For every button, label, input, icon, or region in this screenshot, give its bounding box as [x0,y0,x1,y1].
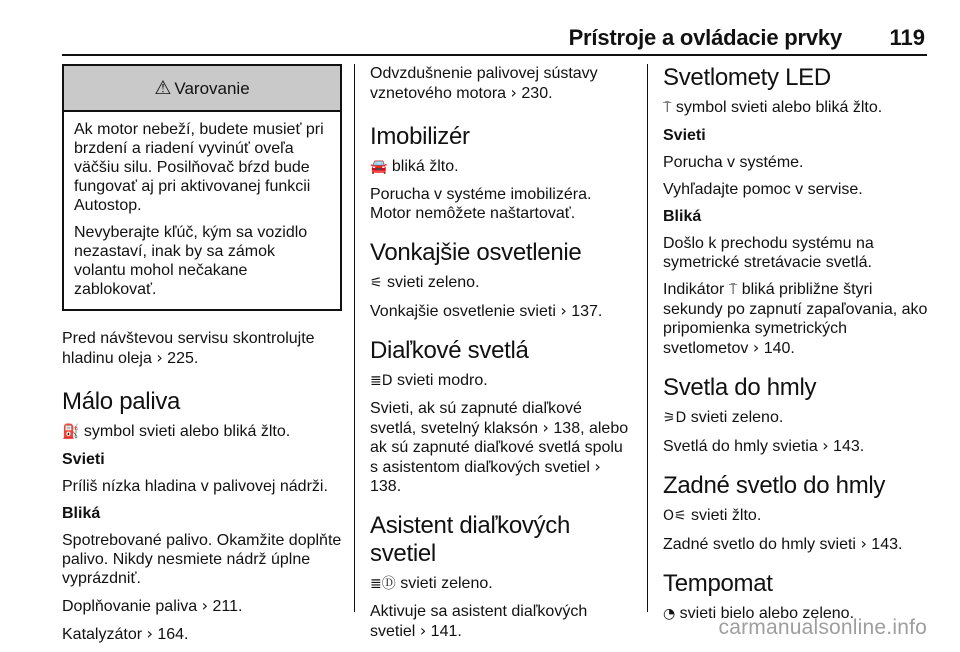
front-fog-icon: ⚞D [663,410,687,426]
rear-fog-icon: O⚟ [663,508,687,524]
warning-header [64,66,340,112]
column-3 [663,64,929,632]
page-ref-icon: › [542,418,549,437]
high-beam-heading: Diaľkové svetlá [370,337,529,364]
high-beam-text: svieti modro. [396,372,488,389]
fog-light-desc [663,436,929,456]
led-heading: Svetlomety LED [663,64,831,91]
page-ref-icon: › [419,621,427,640]
page-ref-icon: › [156,348,163,367]
cruise-text: svieti bielo alebo zeleno. [679,605,855,622]
low-fuel-text: symbol svieti alebo bliká žlto. [83,423,291,440]
column-2 [370,64,632,649]
header-rule [62,54,927,56]
page-ref-icon: › [594,457,601,476]
led-blika-heading: Bliká [663,208,702,225]
page-ref-icon: › [860,534,867,553]
high-beam-assist-icon: ≣Ⓓ [370,576,396,592]
fog-light-page-ref[interactable]: 143. [833,438,865,455]
warning-icon: ⚠ [154,77,172,99]
immobilizer-text: bliká žlto. [391,158,459,175]
service-text: Pred návštevou servisu skontrolujte hladinu oleja [62,330,315,367]
high-beam-line [370,371,632,391]
led-svieti-text-2: Vyhľadajte pomoc v servise. [663,181,863,198]
rear-fog-line [663,506,929,526]
side-light-icon: ⚟ [370,275,383,291]
led-text: symbol svieti alebo bliká žlto. [675,99,883,116]
bleed-text: Odvzdušnenie palivovej sústavy vznetového motora [370,65,598,102]
page-header [0,0,960,56]
page-ref-icon: › [560,301,567,320]
bleed-paragraph [370,64,632,103]
warning-paragraph-1: Ak motor nebeží, budete musieť pri brzdení a riadení vyvinúť oveľa väčšiu silu. Posilňovač bŕzd bude fungovať aj pri aktivovanej funkcii Autostop. [74,121,324,214]
page-number: 119 [889,25,925,50]
led-svieti-text-1: Porucha v systéme. [663,154,804,171]
rear-fog-desc-text: Zadné svetlo do hmly svieti [663,536,856,553]
high-beam-assist-text: svieti zeleno. [400,575,493,592]
column-divider-2 [647,64,648,612]
low-fuel-line [62,422,342,442]
high-beam-icon: ≣D [370,373,393,389]
warning-body [64,112,340,309]
immobilizer-fault: Porucha v systéme imobilizéra. Motor nemôžete naštartovať. [370,186,592,222]
fog-light-text: svieti zeleno. [690,409,784,426]
high-beam-page-ref[interactable]: 138. [370,478,402,495]
high-beam-assist-page-ref[interactable]: 141. [430,623,462,640]
rear-fog-desc [663,534,929,554]
rear-fog-text: svieti žlto. [691,507,762,524]
refuel-page-ref[interactable]: 211. [212,598,243,615]
exterior-light-line [370,273,632,293]
service-page-ref[interactable]: 225. [167,350,199,367]
warning-title: Varovanie [174,78,250,98]
high-beam-assist-heading: Asistent diaľkových svetiel [370,512,571,567]
led-page-ref[interactable]: 140. [763,340,795,357]
exterior-light-desc [370,301,632,321]
page-ref-icon: › [822,436,829,455]
warning-box [62,64,342,311]
rear-fog-page-ref[interactable]: 143. [871,536,903,553]
led-headlight-icon: ⍑ [728,282,738,298]
cruise-heading: Tempomat [663,570,773,597]
exterior-light-heading: Vonkajšie osvetlenie [370,239,582,266]
fog-light-line [663,408,929,428]
high-beam-assist-desc-text: Aktivuje sa asistent diaľkových svetiel [370,603,588,640]
led-svieti-heading: Svieti [663,127,706,144]
fog-light-heading: Svetla do hmly [663,374,817,401]
exterior-light-text: svieti zeleno. [387,274,480,291]
exterior-light-page-ref[interactable]: 137. [571,303,603,320]
svieti-text: Príliš nízka hladina v palivovej nádrži. [62,478,328,495]
high-beam-desc [370,399,632,496]
immobilizer-line [370,157,632,177]
high-beam-desc-a: Svieti, ak sú zapnuté diaľkové svetlá, svetelný klaksón [370,400,582,437]
exterior-light-desc-text: Vonkajšie osvetlenie svieti [370,303,556,320]
page-ref-icon: › [510,83,517,102]
led-headlight-icon: ⍑ [663,100,672,116]
watermark: carmanualsonline.info [718,616,927,639]
rear-fog-heading: Zadné svetlo do hmly [663,472,886,499]
blika-heading: Bliká [62,505,101,522]
column-1 [62,64,342,652]
page-ref-icon: › [146,624,153,643]
led-blika-text-2a: Indikátor [663,281,725,298]
page-footer [0,614,960,642]
led-blika-text-1: Došlo k prechodu systému na symetrické stretávacie svetlá. [663,235,874,271]
svieti-heading: Svieti [62,451,105,468]
section-title: Prístroje a ovládacie prvky [568,25,842,50]
car-key-icon: 🚘 [370,159,388,175]
service-paragraph [62,329,342,368]
column-divider-1 [354,64,355,612]
refuel-paragraph [62,596,342,616]
high-beam-desc-b: 138, alebo ak sú zapnuté diaľkové svetlá spolu s asistentom diaľkových svetiel [370,420,629,476]
page-ref-icon: › [752,338,760,357]
high-beam-assist-line [370,574,632,594]
warning-paragraph-2: Nevyberajte kľúč, kým sa vozidlo nezastaví, inak by sa zámok volantu mohol nečakane zablokovať. [74,224,308,298]
fuel-pump-icon: ⛽ [62,424,80,440]
led-blika-text-2b: bliká približne štyri sekundy po zapnutí zapaľovania, ako pripomienka symetrických svetlometov [663,281,928,357]
fog-light-desc-text: Svetlá do hmly svietia [663,438,818,455]
page-ref-icon: › [201,596,209,615]
bleed-page-ref[interactable]: 230. [521,85,553,102]
led-blika-text-2 [663,280,929,358]
low-fuel-heading: Málo paliva [62,388,181,415]
catalyst-text: Katalyzátor [62,626,143,643]
catalyst-page-ref[interactable]: 164. [157,626,189,643]
immobilizer-heading: Imobilizér [370,123,470,150]
cruise-control-icon: ◔ [663,606,676,622]
blika-text: Spotrebované palivo. Okamžite doplňte palivo. Nikdy nesmiete nádrž úplne vyprázdniť. [62,532,342,587]
refuel-text: Doplňovanie paliva [62,598,198,615]
led-line [663,98,929,118]
